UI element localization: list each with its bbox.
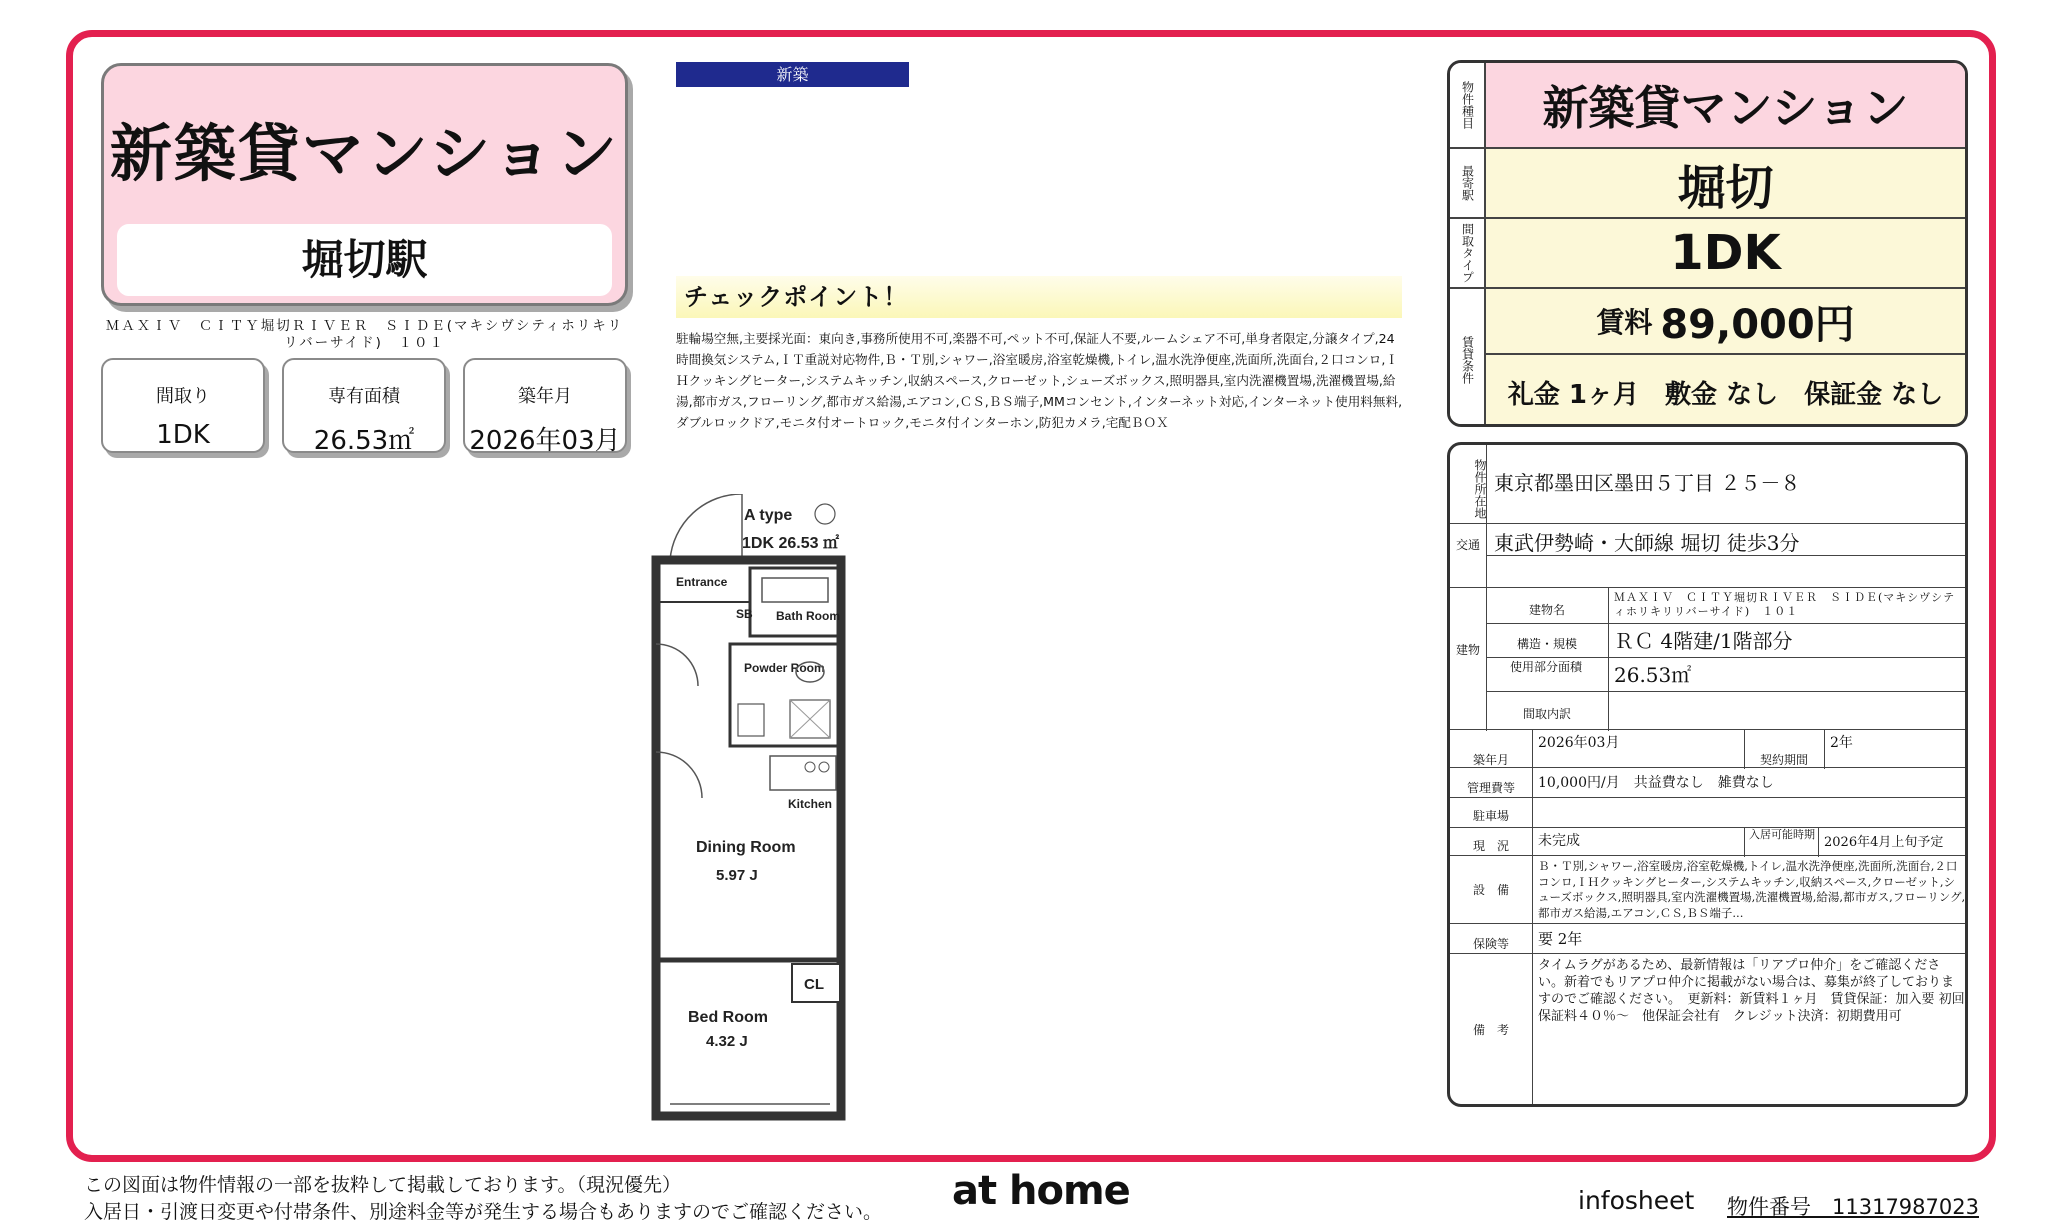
floor-plan bbox=[640, 494, 860, 1124]
plan-dining-size: 5.97 J bbox=[716, 867, 758, 884]
stat-layout-value: 1DK bbox=[156, 420, 210, 450]
summary-deposits: 礼金 1ヶ月 敷金 なし 保証金 なし bbox=[1507, 380, 1944, 410]
insurance-label: 保険等 bbox=[1472, 937, 1509, 951]
bldg-name-label: 建物名 bbox=[1528, 603, 1565, 617]
stat-built-label: 築年月 bbox=[518, 386, 572, 407]
title-card bbox=[101, 63, 628, 306]
address-label: 物件所在地 bbox=[1473, 459, 1487, 519]
bldg-name-value: ＭＡＸＩＶ ＣＩＴＹ堀切ＲＩＶＥＲ ＳＩＤＥ(マキシヴシティホリキリリバーサイド) １０１ bbox=[1614, 591, 1956, 618]
summary-terms-row bbox=[1450, 289, 1965, 427]
status-label: 現 況 bbox=[1472, 839, 1509, 853]
address-value: 東京都墨田区墨田５丁目 ２５－８ bbox=[1494, 471, 1801, 495]
summary-terms-label: 賃貸条件 bbox=[1450, 289, 1486, 427]
detail-table bbox=[1447, 442, 1968, 1107]
infosheet-label: infosheet bbox=[1578, 1186, 1695, 1215]
summary-station-row bbox=[1450, 149, 1965, 219]
footer-note-line1: この図面は物件情報の一部を抜粋して掲載しております。（現況優先） bbox=[84, 1174, 681, 1196]
notes-label: 備 考 bbox=[1472, 1023, 1509, 1037]
summary-type-label: 物件種目 bbox=[1450, 63, 1486, 147]
structure-value: ＲＣ 4階建/1階部分 bbox=[1614, 629, 1793, 653]
station-name: 堀切駅 bbox=[117, 224, 612, 296]
property-number: 物件番号 11317987023 bbox=[1727, 1195, 1979, 1219]
plan-layout-label: 1DK 26.53 ㎡ bbox=[742, 535, 839, 552]
summary-type: 新築貸マンション bbox=[1542, 81, 1909, 135]
plan-bath-label: Bath Room bbox=[776, 609, 840, 623]
mgmt-label: 管理費等 bbox=[1466, 781, 1515, 795]
rooms-label: 間取内訳 bbox=[1522, 707, 1571, 721]
stat-area-label: 専有面積 bbox=[328, 386, 400, 407]
athome-logo: at home bbox=[952, 1168, 1130, 1214]
checkpoint-text: 駐輪場空無,主要採光面：東向き,事務所使用不可,楽器不可,ペット不可,保証人不要,ルームシェア不可,単身者限定,分譲タイプ,24時間換気システム,ＩＴ重説対応物件,Ｂ・Ｔ別,シャワー,浴室暖房,浴室乾燥機,トイレ,温水洗浄便座,洗面所,洗面台,２口コンロ,ＩＨクッキングヒーター,システムキッチン,収納スペース,クローゼット,シューズボックス,照明器具,室内洗濯機置場,洗濯機置場,給湯,都市ガス,フローリング,都市ガス給湯,エアコン,ＣＳ,ＢＳ端子,MMコンセント,インターネット対応,インターネット使用料無料,ダブルロックドア,モニタ付オートロック,モニタ付インターホン,防犯カメラ,宅配ＢＯＸ bbox=[676, 331, 1403, 430]
summary-layout-row bbox=[1450, 219, 1965, 289]
summary-station: 堀切 bbox=[1677, 159, 1774, 216]
summary-type-row bbox=[1450, 63, 1965, 149]
contract-value: 2年 bbox=[1830, 735, 1853, 751]
plan-type-label: A type bbox=[744, 507, 793, 524]
stat-layout-label: 間取り bbox=[156, 386, 210, 407]
plan-powder-label: Powder Room bbox=[744, 661, 825, 675]
summary-rent: 89,000円 bbox=[1660, 301, 1855, 348]
compass-icon bbox=[815, 504, 835, 524]
summary-rent-label: 賃料 bbox=[1596, 306, 1653, 339]
equip-label: 設 備 bbox=[1472, 883, 1509, 897]
movein-value: 2026年4月上旬予定 bbox=[1824, 835, 1944, 850]
summary-table bbox=[1447, 60, 1968, 427]
property-type-title: 新築貸マンション bbox=[109, 117, 620, 190]
built-label: 築年月 bbox=[1472, 753, 1509, 767]
area-label: 使用部分面積 bbox=[1509, 660, 1582, 674]
checkpoint-title: チェックポイント！ bbox=[676, 276, 1402, 318]
building-name-caption: ＭＡＸＩＶ ＣＩＴＹ堀切ＲＩＶＥＲ ＳＩＤＥ(マキシヴシティホリキリリバーサイド) １０１ bbox=[105, 318, 624, 351]
built-value: 2026年03月 bbox=[1538, 735, 1620, 751]
plan-bed-size: 4.32 J bbox=[706, 1033, 748, 1050]
summary-station-label: 最寄駅 bbox=[1450, 149, 1486, 217]
new-build-badge: 新築 bbox=[676, 62, 909, 87]
stat-built-value: 2026年03月 bbox=[469, 426, 621, 456]
summary-layout-label: 間取タイプ bbox=[1450, 219, 1486, 287]
plan-closet-label: CL bbox=[804, 976, 824, 993]
insurance-value: 要 2年 bbox=[1538, 930, 1583, 948]
stat-layout bbox=[101, 358, 265, 453]
stat-area bbox=[282, 358, 446, 456]
structure-label: 構造・規模 bbox=[1516, 637, 1577, 651]
stat-built bbox=[463, 358, 627, 456]
contract-label: 契約期間 bbox=[1759, 753, 1808, 767]
summary-layout: 1DK bbox=[1670, 225, 1781, 281]
footer-note-line2: 入居日・引渡日変更や付帯条件、別途料金等が発生する場合もありますのでご確認ください。 bbox=[84, 1201, 883, 1222]
equip-value: Ｂ・Ｔ別,シャワー,浴室暖房,浴室乾燥機,トイレ,温水洗浄便座,洗面所,洗面台,２口コンロ,ＩＨクッキングヒーター,システムキッチン,収納スペース,クローゼット,シューズボックス,照明器具,室内洗濯機置場,洗濯機置場,給湯,都市ガス,フローリング,都市ガス給湯,エアコン,ＣＳ,ＢＳ端子... bbox=[1538, 859, 1966, 920]
transport-label: 交通 bbox=[1455, 538, 1480, 552]
building-label: 建物 bbox=[1455, 643, 1480, 657]
mgmt-value: 10,000円/月 共益費なし 雑費なし bbox=[1538, 775, 1774, 791]
summary-rent-cell bbox=[1486, 289, 1965, 355]
plan-dining-label: Dining Room bbox=[696, 839, 796, 856]
stat-area-value: 26.53㎡ bbox=[313, 426, 415, 456]
area-value: 26.53㎡ bbox=[1614, 663, 1692, 687]
plan-sb-label: SB bbox=[736, 607, 753, 621]
plan-bed-label: Bed Room bbox=[688, 1009, 768, 1026]
footer-note bbox=[84, 1172, 882, 1222]
plan-entrance-label: Entrance bbox=[676, 575, 728, 589]
parking-label: 駐車場 bbox=[1472, 809, 1509, 823]
movein-label: 入居可能時期 bbox=[1749, 828, 1815, 841]
status-value: 未完成 bbox=[1538, 833, 1580, 849]
transport-value: 東武伊勢崎・大師線 堀切 徒歩3分 bbox=[1494, 531, 1800, 555]
notes-value: タイムラグがあるため、最新情報は「リアプロ仲介」をご確認ください。新着でもリアプロ仲介に掲載がない場合は、募集が終了しておりますのでご確認ください。 更新料：新賃料１ヶ月 賃貸保証：加入要 初回保証料４０％～ 他保証会社有 クレジット決済：初期費用可 bbox=[1538, 958, 1965, 1024]
plan-kitchen-label: Kitchen bbox=[788, 797, 833, 811]
